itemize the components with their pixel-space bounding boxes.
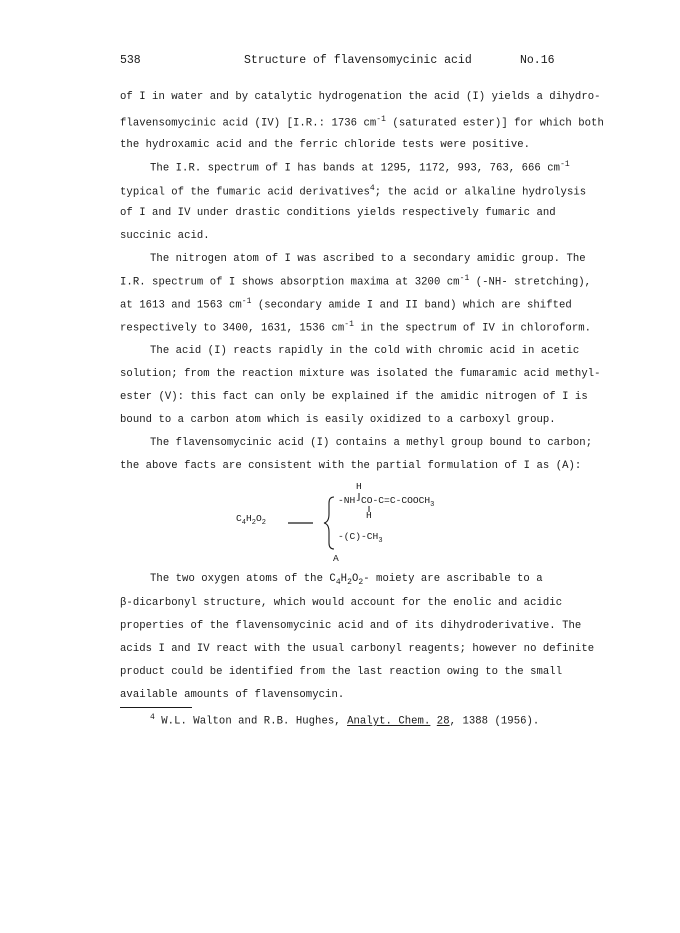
text-line: typical of the fumaric acid derivatives$^4$; the acid or alkaline hydrolysis xyxy=(120,184,587,199)
text-line: of I and IV under drastic conditions yields respectively fumaric and xyxy=(120,207,556,219)
text-line: the hydroxamic acid and the ferric chloride tests were positive. xyxy=(120,139,531,151)
issue-number: No.16 xyxy=(520,54,555,67)
formula-hydrogen-bottom: H xyxy=(366,510,372,521)
footnote-rule xyxy=(120,707,192,708)
text-line: The acid (I) reacts rapidly in the cold with chromic acid in acetic xyxy=(150,345,580,357)
text-line: The I.R. spectrum of I has bands at 1295, 1172, 993, 763, 666 $cm^{-1}$ xyxy=(150,160,570,175)
text-line: the above facts are consistent with the partial formulation of I as (A): xyxy=(120,460,582,472)
formula-label: A xyxy=(333,553,339,564)
running-title: Structure of flavensomycinic acid xyxy=(244,54,472,67)
text-line: solution; from the reaction mixture was isolated the fumaramic acid methyl- xyxy=(120,368,601,380)
text-line: respectively to 3400, 1631, 1536 $cm^{-1}$ in the spectrum of IV in chloroform. xyxy=(120,320,592,335)
text-line: product could be identified from the last reaction owing to the small xyxy=(120,666,563,678)
text-line: The nitrogen atom of I was ascribed to a secondary amidic group. The xyxy=(150,253,586,265)
journal-volume: 28 xyxy=(436,715,450,728)
footnote-marker: 4 xyxy=(150,713,155,722)
journal-name: Analyt. Chem. xyxy=(347,715,431,728)
text-line: I.R. spectrum of I shows absorption maxima at 3200 $cm^{-1}$ (-NH- stretching), xyxy=(120,274,592,289)
text-line: of I in water and by catalytic hydrogenation the acid (I) yields a dihydro- xyxy=(120,91,601,103)
text-line: The two oxygen atoms of the $C_4H_2O_2-$ moiety are ascribable to a xyxy=(150,573,543,588)
text-line: ester (V): this fact can only be explained if the amidic nitrogen of I is xyxy=(120,391,588,403)
text-line: available amounts of flavensomycin. xyxy=(120,689,345,701)
page-number: 538 xyxy=(120,54,141,67)
text-line: The flavensomycinic acid (I) contains a methyl group bound to carbon; xyxy=(150,437,593,449)
formula-lower-branch: $-(C)-CH_3$ xyxy=(338,531,383,545)
formula-left-moiety: $C_4H_2O_2$ xyxy=(236,513,266,527)
text-line: properties of the flavensomycinic acid and of its dihydroderivative. The xyxy=(120,620,582,632)
text-line: β-dicarbonyl structure, which would account for the enolic and acidic xyxy=(120,597,563,609)
formula-upper-branch: $-NH-CO-C=C-COOCH_3$ xyxy=(338,495,435,509)
formula-hydrogen-top: H xyxy=(356,481,362,492)
text-line: succinic acid. xyxy=(120,230,210,242)
footnote: $^4$ W.L. Walton and R.B. Hughes, Analyt. Chem. 28, 1388 (1956). xyxy=(150,713,540,728)
text-line: at 1613 and 1563 $cm^{-1}$ (secondary amide I and II band) which are shifted xyxy=(120,297,572,312)
text-line: acids I and IV react with the usual carbonyl reagents; however no definite xyxy=(120,643,595,655)
text-line: bound to a carbon atom which is easily oxidized to a carboxyl group. xyxy=(120,414,556,426)
text-line: flavensomycinic acid (IV) [I.R.: 1736 $cm^{-1}$ (saturated ester)] for which both xyxy=(120,115,604,130)
